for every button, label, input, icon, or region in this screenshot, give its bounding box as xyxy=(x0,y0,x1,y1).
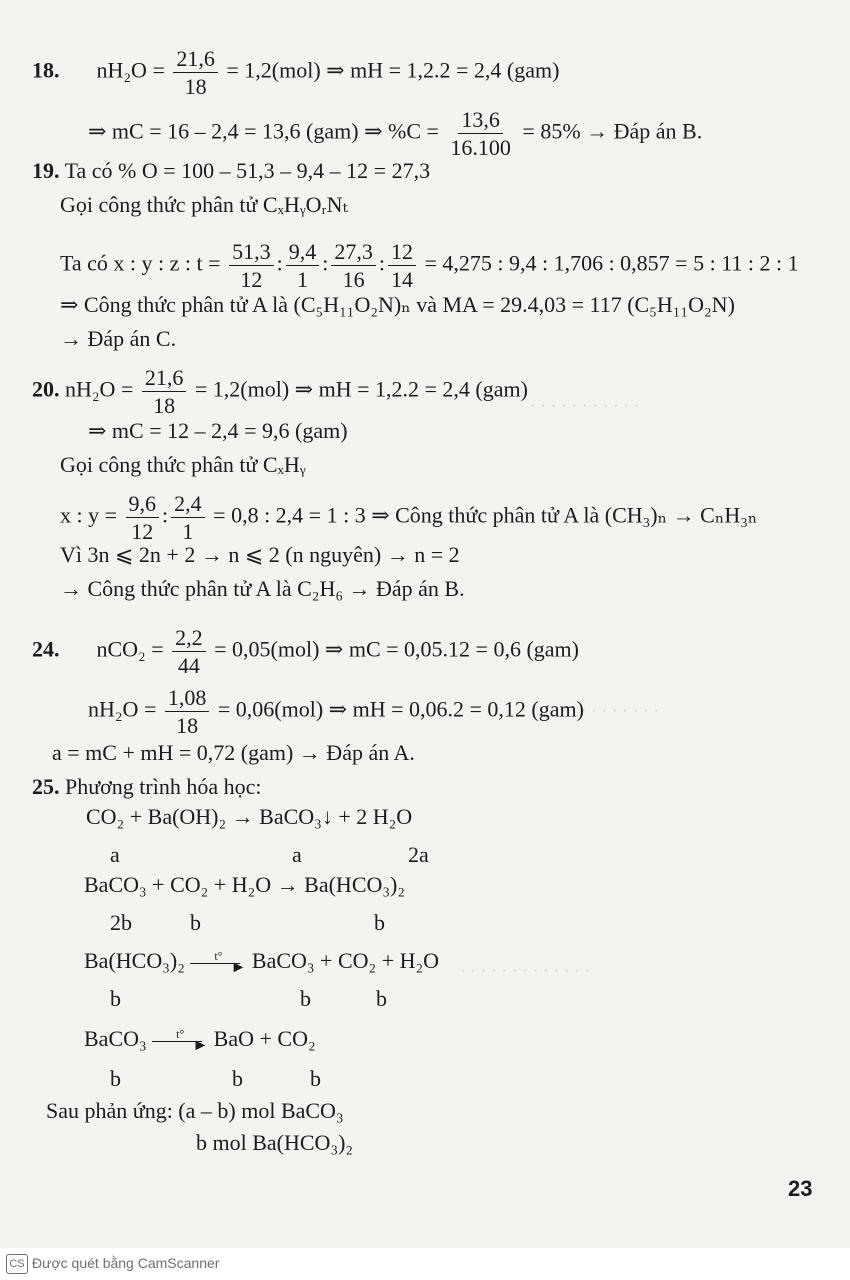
fraction: $\frac{12}{14}$ xyxy=(388,240,416,291)
q20-label: 20. xyxy=(32,376,60,402)
q24-label: 24. xyxy=(32,636,60,662)
q25-eq4: BaCO₃ t° ► BaO + CO₂ xyxy=(84,1026,316,1054)
q24-line3: a = mC + mH = 0,72 (gam) → Đáp án A. xyxy=(52,740,415,765)
q25-eq1-amount: 2a xyxy=(408,842,429,867)
q25-eq4-amount: b xyxy=(310,1066,321,1091)
q25-eq3-amount: b xyxy=(376,986,387,1011)
q25-eq3-amount: b xyxy=(110,986,121,1011)
page-number: 23 xyxy=(788,1176,813,1201)
q20-line6: → Công thức phân tử A là C₂H₆ → Đáp án B. xyxy=(60,576,465,601)
fraction: $\frac{27,3}{16}$ xyxy=(331,240,376,291)
q25-eq3-amount: b xyxy=(300,986,311,1011)
q25-eq4-amount: b xyxy=(110,1066,121,1091)
fraction: $\frac{21,6}{18}$ xyxy=(173,47,218,98)
q20-line2: ⇒ mC = 12 – 2,4 = 9,6 (gam) xyxy=(88,418,348,443)
q25-after1: Sau phản ứng: (a – b) mol BaCO₃ xyxy=(46,1098,344,1123)
q19-line3: Ta có x : y : z : t = $\frac{51,3}{12}$ : $\frac{9,4}{1}$ : $\frac{27,3}{16}$ : $\frac{12}{14}$ = 4,275 : 9,4 : 1,706 : 0,857 = 5 : 11 : 2 : 1 xyxy=(60,239,799,293)
q24-line1: 24. nCO₂ = $\frac{2,2}{44}$ = 0,05(mol) ⇒ mC = 0,05.12 = 0,6 (gam) xyxy=(32,625,579,679)
q25-eq2-amount: b xyxy=(374,910,385,935)
q24-line2: nH₂O = $\frac{1,08}{18}$ = 0,06(mol) ⇒ mH = 0,06.2 = 0,12 (gam) xyxy=(88,685,584,739)
q25-eq2-amount: 2b xyxy=(110,910,132,935)
fraction: $\frac{13,6}{16.100}$ xyxy=(450,107,511,161)
fraction: $\frac{9,4}{1}$ xyxy=(286,240,320,291)
q18-line2: ⇒ mC = 16 – 2,4 = 13,6 (gam) ⇒ %C = $\frac{13,6}{16.100}$ = 85% → Đáp án B. xyxy=(88,107,703,161)
fraction: $\frac{9,6}{12}$ xyxy=(126,492,160,543)
fraction: $\frac{1,08}{18}$ xyxy=(165,686,210,737)
camscanner-logo-icon: CS xyxy=(6,1254,28,1274)
q18-label: 18. xyxy=(32,57,60,83)
heat-arrow-icon: t° ► xyxy=(152,1031,208,1051)
q25-eq2: BaCO₃ + CO₂ + H₂O → Ba(HCO₃)₂ xyxy=(84,872,406,897)
scanner-watermark-text: Được quét bằng CamScanner xyxy=(32,1255,220,1271)
q25-eq1-amount: a xyxy=(292,842,302,867)
fraction: $\frac{51,3}{12}$ xyxy=(229,240,274,291)
fraction: $\frac{2,4}{1}$ xyxy=(171,492,205,543)
heat-arrow-icon: t° ► xyxy=(190,953,246,973)
q25-title: 25. Phương trình hóa học: xyxy=(32,774,262,799)
q20-line4: x : y = $\frac{9,6}{12}$ : $\frac{2,4}{1}$ = 0,8 : 2,4 = 1 : 3 ⇒ Công thức phân tử A là (CH₃)ₙ → CₙH₃ₙ xyxy=(60,491,758,545)
q20-line3: Gọi công thức phân tử CₓHᵧ xyxy=(60,452,306,477)
fraction: $\frac{21,6}{18}$ xyxy=(142,366,187,417)
q20-line1: 20. nH₂O = $\frac{21,6}{18}$ = 1,2(mol) ⇒ mH = 1,2.2 = 2,4 (gam) xyxy=(32,365,528,419)
q25-after2: b mol Ba(HCO₃)₂ xyxy=(196,1130,354,1155)
q19-label: 19. xyxy=(32,158,60,183)
q25-eq3: Ba(HCO₃)₂ t° ► BaCO₃ + CO₂ + H₂O xyxy=(84,948,440,976)
scanner-footer xyxy=(0,1248,850,1280)
q25-eq4-amount: b xyxy=(232,1066,243,1091)
q19-line5: → Đáp án C. xyxy=(60,326,177,351)
show-through-text: · · · · · · · · · · · xyxy=(530,395,640,414)
show-through-text: · · · · · · · · · · · · · xyxy=(460,960,591,979)
q19-line1: 19. Ta có % O = 100 – 51,3 – 9,4 – 12 = 27,3 xyxy=(32,158,431,183)
q18-line1: 18. nH₂O = $\frac{21,6}{18}$ = 1,2(mol) ⇒ mH = 1,2.2 = 2,4 (gam) xyxy=(32,46,560,100)
fraction: $\frac{2,2}{44}$ xyxy=(172,626,206,677)
q25-eq1: CO₂ + Ba(OH)₂ → BaCO₃↓ + 2 H₂O xyxy=(86,804,413,829)
q20-line5: Vì 3n ⩽ 2n + 2 → n ⩽ 2 (n nguyên) → n = 2 xyxy=(60,542,460,567)
q25-eq1-amount: a xyxy=(110,842,120,867)
q19-line4: ⇒ Công thức phân tử A là (C₅H₁₁O₂N)ₙ và MA = 29.4,03 = 117 (C₅H₁₁O₂N) xyxy=(60,292,735,317)
show-through-text: · · · · · · · · · · xyxy=(560,700,660,719)
q25-label: 25. xyxy=(32,774,60,799)
q25-eq2-amount: b xyxy=(190,910,201,935)
q19-line2: Gọi công thức phân tử CₓHᵧOᵣNₜ xyxy=(60,192,348,217)
